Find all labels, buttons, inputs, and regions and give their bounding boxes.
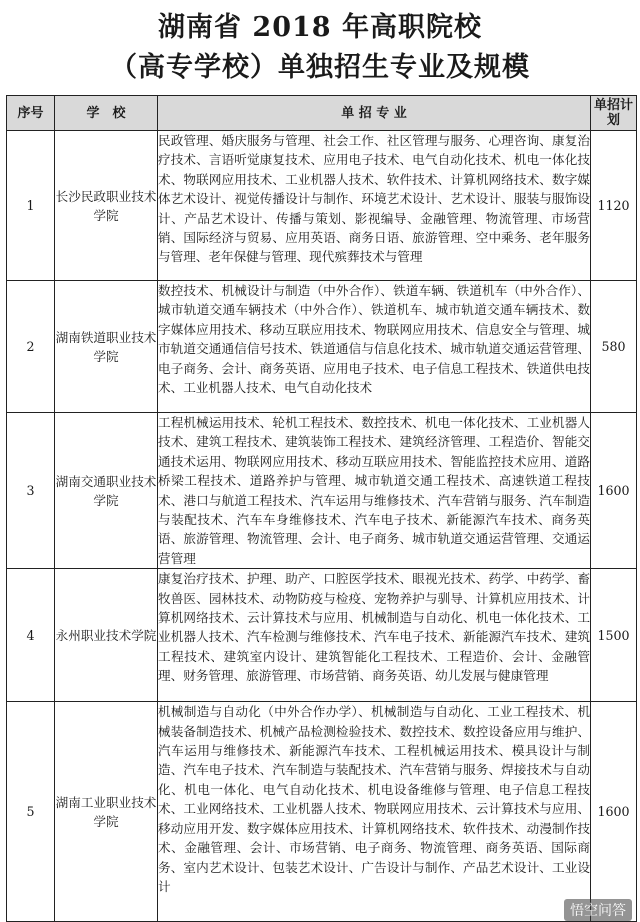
table-row <box>7 569 637 702</box>
watermark: 悟空问答 <box>564 899 632 921</box>
document-title <box>0 0 640 88</box>
row-school: 湖南铁道职业技术学院 <box>55 281 158 413</box>
row-school: 长沙民政职业技术学院 <box>55 131 158 281</box>
row-index: 3 <box>7 413 55 569</box>
header-school: 学 校 <box>55 96 158 131</box>
row-plan: 580 <box>591 281 637 413</box>
row-majors: 康复治疗技术、护理、助产、口腔医学技术、眼视光技术、药学、中药学、畜牧兽医、园林技术、动物防疫与检疫、宠物养护与驯导、计算机应用技术、计算机网络技术、云计算技术与应用、机械制造与自动化、机电一体化技术、工业机器人技术、汽车检测与维修技术、汽车电子技术、新能源汽车技术、建筑工程技术、建筑室内设计、建筑智能化工程技术、工程造价、会计、金融管理、财务管理、旅游管理、市场营销、商务英语、幼儿发展与健康管理 <box>158 569 591 702</box>
row-majors: 工程机械运用技术、轮机工程技术、数控技术、机电一体化技术、工业机器人技术、建筑工程技术、建筑装饰工程技术、建筑经济管理、工程造价、智能交通技术运用、物联网应用技术、移动互联应用技术、智能监控技术应用、道路桥梁工程技术、道路养护与管理、城市轨道交通工程技术、高速铁道工程技术、港口与航道工程技术、汽车运用与维修技术、汽车营销与服务、汽车制造与装配技术、汽车车身维修技术、汽车电子技术、新能源汽车技术、商务英语、旅游管理、物流管理、会计、电子商务、城市轨道交通运营管理、交通运营管理 <box>158 413 591 569</box>
header-index: 序号 <box>7 96 55 131</box>
table-row <box>7 413 637 569</box>
row-plan: 1500 <box>591 569 637 702</box>
row-school: 永州职业技术学院 <box>55 569 158 702</box>
row-plan: 1120 <box>591 131 637 281</box>
admissions-table <box>6 95 637 922</box>
table-row <box>7 281 637 413</box>
title-line-2: （高专学校）单独招生专业及规模 <box>110 52 530 83</box>
table-header-row <box>7 96 637 131</box>
table-row <box>7 702 637 922</box>
row-index: 5 <box>7 702 55 922</box>
row-plan: 1600 <box>591 413 637 569</box>
row-majors: 机械制造与自动化（中外合作办学）、机械制造与自动化、工业工程技术、机械装备制造技术、机械产品检测检验技术、数控技术、数控设备应用与维护、汽车运用与维修技术、新能源汽车技术、工程机械运用技术、模具设计与制造、汽车电子技术、汽车制造与装配技术、汽车营销与服务、焊接技术与自动化、机电一体化、电气自动化技术、机电设备维修与管理、电子信息工程技术、工业网络技术、工业机器人技术、物联网应用技术、云计算技术与应用、移动应用开发、数字媒体应用技术、计算机网络技术、软件技术、动漫制作技术、金融管理、会计、市场营销、电子商务、物流管理、商务英语、国际商务、室内艺术设计、包装艺术设计、广告设计与制作、产品艺术设计、工业设计 <box>158 702 591 922</box>
row-majors: 民政管理、婚庆服务与管理、社会工作、社区管理与服务、心理咨询、康复治疗技术、言语听觉康复技术、应用电子技术、电气自动化技术、机电一体化技术、物联网应用技术、工业机器人技术、软件技术、计算机网络技术、数字媒体艺术设计、视觉传播设计与制作、环境艺术设计、艺术设计、服装与服饰设计、产品艺术设计、传播与策划、影视编导、金融管理、物流管理、市场营销、国际经济与贸易、应用英语、商务日语、旅游管理、空中乘务、老年服务与管理、老年保健与管理、现代殡葬技术与管理 <box>158 131 591 281</box>
row-index: 1 <box>7 131 55 281</box>
row-index: 4 <box>7 569 55 702</box>
row-plan: 1600 <box>591 702 637 922</box>
table-row <box>7 131 637 281</box>
header-majors: 单 招 专 业 <box>158 96 591 131</box>
title-line-1: 湖南省 2018 年高职院校 <box>158 12 482 43</box>
row-majors: 数控技术、机械设计与制造（中外合作）、铁道车辆、铁道机车（中外合作）、城市轨道交通车辆技术（中外合作）、铁道机车、城市轨道交通车辆技术、数字媒体应用技术、移动互联应用技术、物联网应用技术、信息安全与管理、城市轨道交通通信信号技术、铁道通信与信息化技术、城市轨道交通运营管理、电子商务、会计、商务英语、应用电子技术、电子信息工程技术、铁道供电技术、工业机器人技术、电气自动化技术 <box>158 281 591 413</box>
row-school: 湖南工业职业技术学院 <box>55 702 158 922</box>
row-school: 湖南交通职业技术学院 <box>55 413 158 569</box>
header-plan: 单招计划 <box>591 96 637 131</box>
row-index: 2 <box>7 281 55 413</box>
